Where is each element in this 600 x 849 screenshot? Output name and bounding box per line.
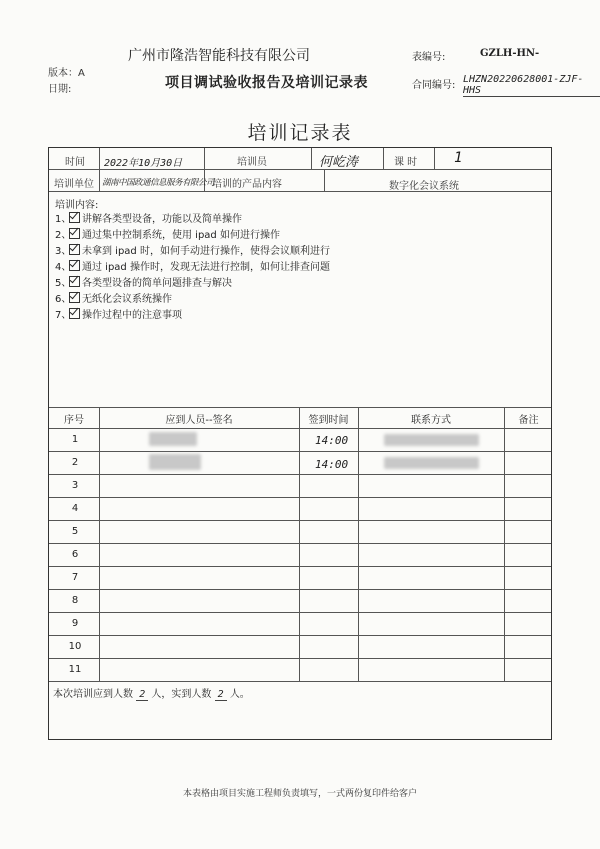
- row-divider: [49, 169, 551, 170]
- content-item: [55, 274, 232, 289]
- row-divider: [49, 520, 551, 521]
- table-bottom-border: [49, 681, 551, 682]
- actual-count: 2: [215, 689, 227, 701]
- form-number-label: 表编号:: [412, 52, 446, 63]
- col-divider: [434, 148, 435, 169]
- row-number: 1: [71, 434, 79, 445]
- redacted-contact: [384, 457, 479, 469]
- row-divider: [49, 566, 551, 567]
- row-divider: [49, 451, 551, 452]
- col-divider: [311, 148, 312, 169]
- unit-value: 湖南中国政通信息服务有限公司: [102, 178, 215, 188]
- item-number: 1、: [55, 214, 72, 225]
- content-item: [55, 226, 280, 241]
- header-sign-time: 签到时间: [308, 415, 349, 426]
- checkbox-checked-icon: [69, 244, 80, 255]
- redacted-contact: [384, 434, 479, 446]
- item-number: 7、: [55, 310, 72, 321]
- item-text: 操作过程中的注意事项: [82, 310, 182, 321]
- row-divider: [49, 543, 551, 544]
- row-number: 9: [71, 618, 79, 629]
- checkbox-checked-icon: [69, 228, 80, 239]
- row-number: 11: [68, 664, 82, 675]
- row-number: 10: [68, 641, 82, 652]
- row-divider: [49, 658, 551, 659]
- header-contact: 联系方式: [411, 415, 451, 426]
- row-divider: [49, 589, 551, 590]
- row-divider: [49, 474, 551, 475]
- content-item: [55, 210, 242, 225]
- summary-suffix: 人。: [229, 689, 250, 700]
- expected-count: 2: [136, 689, 148, 701]
- unit-label: 培训单位: [54, 179, 94, 190]
- row-number: 2: [71, 457, 79, 468]
- sign-in-time: 14:00: [315, 434, 349, 447]
- product-value: 数字化会议系统: [389, 181, 459, 192]
- trainer-signature: 何屹涛: [319, 155, 359, 170]
- item-number: 5、: [55, 278, 72, 289]
- product-label: 培训的产品内容: [212, 179, 282, 190]
- time-value: 2022年10月30日: [104, 158, 183, 169]
- row-number: 4: [71, 503, 79, 514]
- item-number: 2、: [55, 230, 72, 241]
- item-text: 通过集中控制系统，使用 ipad 如何进行操作: [82, 230, 280, 241]
- row-number: 6: [71, 549, 79, 560]
- version-label: 版本：A: [48, 68, 85, 79]
- content-item: [55, 306, 182, 321]
- row-number: 8: [71, 595, 79, 606]
- training-record-form: [48, 147, 552, 740]
- summary-middle: 人，实到人数: [151, 689, 212, 700]
- item-text: 通过 ipad 操作时，发现无法进行控制，如何让排查问题: [82, 262, 330, 273]
- page-title: 培训记录表: [247, 122, 353, 144]
- checkbox-checked-icon: [69, 260, 80, 271]
- footer-note: 本表格由项目实施工程师负责填写，一式两份复印件给客户: [182, 789, 417, 799]
- date-label: 日期:: [48, 84, 72, 95]
- company-name: 广州市隆浩智能科技有限公司: [128, 48, 310, 64]
- content-label: 培训内容:: [55, 200, 99, 211]
- header-number: 序号: [64, 415, 84, 426]
- attendance-summary: [53, 685, 250, 701]
- document-title: 项目调试验收报告及培训记录表: [165, 75, 368, 91]
- row-number: 3: [71, 480, 79, 491]
- item-text: 无纸化会议系统操作: [82, 294, 172, 305]
- checkbox-checked-icon: [69, 292, 80, 303]
- contract-number-label: 合同编号:: [412, 80, 456, 91]
- redacted-signature: [149, 432, 197, 446]
- time-label: 时间: [65, 157, 85, 168]
- row-divider: [49, 635, 551, 636]
- hours-value: 1: [454, 150, 463, 166]
- col-divider: [324, 169, 325, 191]
- col-divider: [383, 148, 384, 169]
- sign-in-time: 14:00: [315, 458, 349, 471]
- checkbox-checked-icon: [69, 212, 80, 223]
- row-divider: [49, 497, 551, 498]
- item-text: 未拿到 ipad 时，如何手动进行操作，使得会议顺利进行: [82, 246, 330, 257]
- summary-prefix: 本次培训应到人数: [53, 689, 133, 700]
- content-item: [55, 290, 172, 305]
- redacted-signature: [149, 454, 201, 470]
- checkbox-checked-icon: [69, 308, 80, 319]
- col-divider: [358, 407, 359, 681]
- row-divider: [49, 191, 551, 192]
- item-number: 3、: [55, 246, 72, 257]
- trainer-label: 培训员: [237, 157, 267, 168]
- col-divider: [99, 407, 100, 681]
- form-number-value: GZLH-HN-: [480, 48, 540, 59]
- table-top-border: [49, 407, 551, 408]
- row-number: 5: [71, 526, 79, 537]
- row-divider: [49, 428, 551, 429]
- checkbox-checked-icon: [69, 276, 80, 287]
- col-divider: [99, 148, 100, 191]
- header-remark: 备注: [518, 415, 539, 426]
- item-text: 讲解各类型设备，功能以及简单操作: [82, 214, 242, 225]
- header-signature: 应到人员--签名: [165, 415, 233, 426]
- hours-label: 课 时: [394, 157, 418, 168]
- col-divider: [299, 407, 300, 681]
- item-text: 各类型设备的简单问题排查与解决: [82, 278, 232, 289]
- col-divider: [504, 407, 505, 681]
- content-item: [55, 258, 330, 273]
- item-number: 4、: [55, 262, 72, 273]
- row-number: 7: [71, 572, 79, 583]
- item-number: 6、: [55, 294, 72, 305]
- content-item: [55, 242, 330, 257]
- row-divider: [49, 612, 551, 613]
- contract-number-value: LHZN20220628001-ZJF-HHS: [463, 74, 600, 97]
